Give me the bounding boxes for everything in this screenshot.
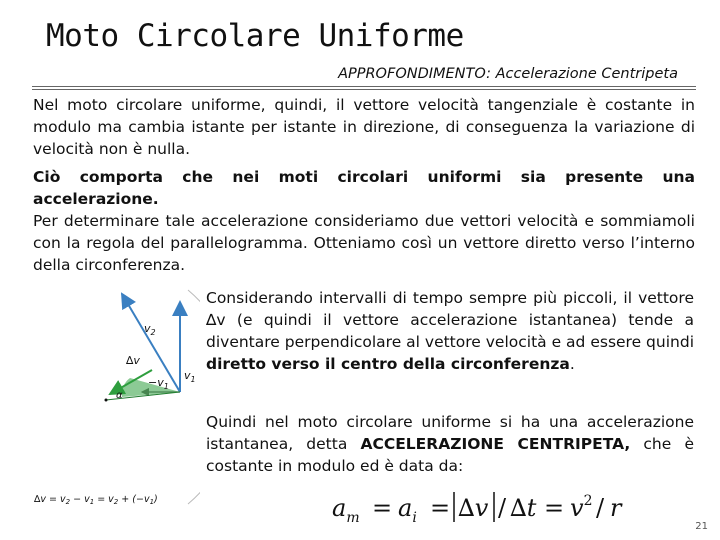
title-divider-bottom bbox=[32, 89, 696, 90]
formula-eq2: = bbox=[430, 494, 451, 522]
circle-arc bbox=[188, 290, 200, 504]
paragraph-parallelogram: Per determinare tale accelerazione consideriamo due vettori velocità e sommiamoli con la regola del parallelogramma. Otteniamo così un vettore diretto verso l’interno della circonferenza. bbox=[33, 212, 695, 274]
alpha-label: α bbox=[116, 390, 123, 401]
v1-label: $v_1$ bbox=[184, 369, 196, 384]
paragraph-4-text-a: Considerando intervalli di tempo sempre più piccoli, il vettore bbox=[206, 289, 694, 307]
velocity-vector-diagram bbox=[30, 282, 200, 512]
center-dot bbox=[105, 399, 108, 402]
title-divider-top bbox=[32, 86, 696, 87]
minus-v1-label: $-v_1$ bbox=[148, 376, 169, 391]
slide-subtitle: APPROFONDIMENTO: Accelerazione Centripeta bbox=[338, 66, 678, 82]
formula-r: r bbox=[610, 494, 622, 522]
v2-label: $v_2$ bbox=[144, 322, 156, 337]
paragraph-acceleration-present: Ciò comporta che nei moti circolari uniformi sia presente una accelerazione. bbox=[33, 168, 695, 208]
delta-v-label: ∆v bbox=[126, 354, 140, 367]
formula-eq1: = bbox=[372, 494, 393, 522]
page-number: 21 bbox=[695, 521, 708, 532]
formula-am: $a_m$ bbox=[332, 494, 360, 526]
diagram-caption: $\Delta v = v_2 - v_1 = v_2 + (-v_1)$ bbox=[34, 494, 158, 506]
paragraph-4-bold: diretto verso il centro della circonferenza bbox=[206, 355, 570, 373]
formula-ai: $a_i$ bbox=[398, 494, 417, 526]
paragraph-velocity-change: Nel moto circolare uniforme, quindi, il vettore velocità tangenziale è costante in modulo ma cambia istante per istante in direzione, di conseguenza la variazione di velocità non è nulla. bbox=[33, 96, 695, 158]
delta-symbol: ∆ bbox=[206, 311, 217, 329]
paragraph-5-bold: ACCELERAZIONE CENTRIPETA, bbox=[360, 435, 631, 453]
slide-title: Moto Circolare Uniforme bbox=[46, 18, 464, 54]
formula-slash: / bbox=[498, 494, 507, 522]
formula-delta-t: ∆t bbox=[510, 494, 537, 522]
formula-delta-v: ∆v bbox=[458, 494, 489, 522]
formula-eq3: = bbox=[544, 494, 565, 522]
formula-v2: $v^2$ bbox=[570, 493, 593, 522]
paragraph-4-text-b: v (e quindi il vettore accelerazione istantanea) tende a diventare perpendicolare al vettore velocità e ad essere quindi bbox=[206, 311, 694, 351]
formula-slash2: / bbox=[596, 494, 605, 522]
paragraph-4-end: . bbox=[569, 355, 575, 373]
paragraph-perpendicular bbox=[206, 287, 694, 375]
centripetal-formula bbox=[330, 486, 630, 528]
paragraph-5-text-b: che è costante in modulo ed è data da: bbox=[206, 435, 694, 475]
paragraph-5-text-a: Quindi nel moto circolare uniforme si ha una accelerazione istantanea, detta bbox=[206, 413, 694, 453]
paragraph-centripetal bbox=[206, 411, 694, 477]
